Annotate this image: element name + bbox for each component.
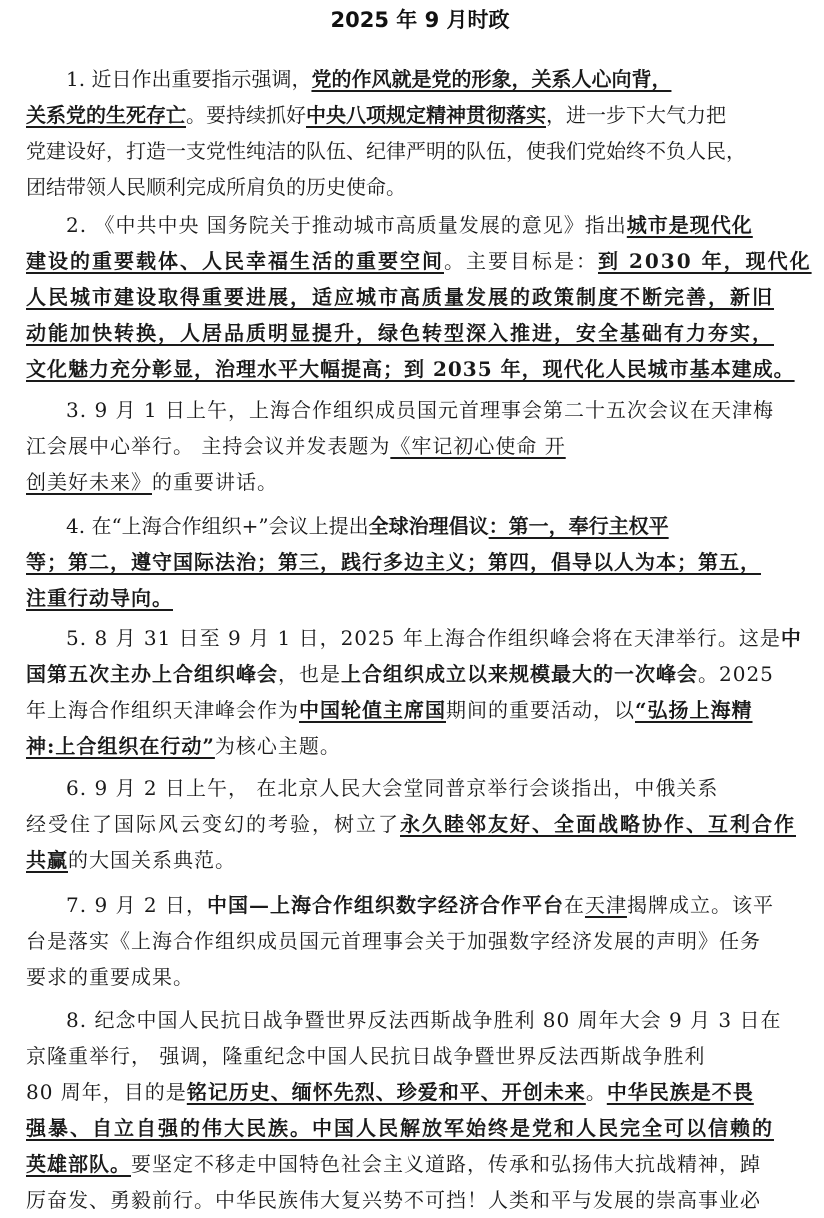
text-line	[26, 620, 816, 656]
emphasized-text: 等；第二，遵守国际法治；第三，践行多边主义；第四，倡导以人为本；第五，	[26, 550, 761, 574]
text-line	[26, 1038, 816, 1074]
paragraph-6	[26, 770, 816, 878]
text-line	[26, 279, 816, 315]
text-run: ，也是	[278, 662, 341, 686]
text-run: 台是落实《上海合作组织成员国元首理事会关于加强数字经济发展的声明》任务	[26, 929, 761, 953]
text-run: 。要持续抓好	[186, 103, 306, 127]
emphasized-text: 中	[780, 626, 802, 650]
text-run: 要坚定不移走中国特色社会主义道路，传承和弘扬伟大抗战精神，踔	[131, 1152, 761, 1176]
text-run: 。	[585, 1080, 607, 1104]
text-run: 8. 纪念中国人民抗日战争暨世界反法西斯战争胜利 80 周年大会 9 月 3 日在	[66, 1008, 782, 1032]
text-line	[26, 544, 816, 580]
emphasized-text: 建设的重要载体、人民幸福生活的重要空间	[26, 249, 444, 273]
text-run: 5. 8 月 31 日至 9 月 1 日，2025 年上海合作组织峰会将在天津举行。这是	[66, 626, 781, 650]
text-line	[26, 97, 816, 133]
paragraph-2	[26, 207, 816, 387]
text-run: 3. 9 月 1 日上午，上海合作组织成员国元首理事会第二十五次会议在天津梅	[66, 398, 774, 422]
text-line	[26, 842, 816, 878]
emphasized-text: 城市是现代化	[626, 213, 753, 237]
text-line	[26, 656, 816, 692]
emphasized-text: 中华民族是不畏	[606, 1080, 754, 1104]
text-run: ，进一步下大气力把	[546, 103, 726, 127]
text-run: 的重要讲话。	[152, 470, 278, 494]
emphasized-text: 注重行动导向。	[26, 586, 173, 610]
emphasized-text: 文化魅力充分彰显，治理水平大幅提高；到 2035 年，现代化人民城市基本建成。	[26, 357, 795, 381]
emphasized-text: 《牢记初心使命 开	[390, 434, 566, 458]
text-run: 经受住了国际风云变幻的考验，树立了	[26, 812, 400, 836]
text-run: 7. 9 月 2 日，	[66, 893, 207, 917]
text-run: 团结带领人民顺利完成所肩负的历史使命。	[26, 175, 406, 199]
emphasized-text: 动能加快转换，人居品质明显提升，绿色转型深入推进，安全基础有力夯实，	[26, 321, 774, 345]
text-line	[26, 1074, 816, 1110]
emphasized-text: 关系党的生死存亡	[26, 103, 186, 127]
text-line	[26, 1110, 816, 1146]
emphasized-text: 国第五次主办上合组织峰会	[26, 662, 278, 686]
emphasized-text: 中央八项规定精神贯彻落实	[306, 103, 546, 127]
text-run: 江会展中心举行。 主持会议并发表题为	[26, 434, 391, 458]
text-line	[26, 728, 816, 764]
text-run: 党建设好，打造一支党性纯洁的队伍、纪律严明的队伍，使我们党始终不负人民，	[26, 139, 746, 163]
paragraph-4	[26, 508, 816, 616]
text-line	[26, 61, 816, 97]
paragraph-7	[26, 887, 816, 995]
text-line	[26, 315, 816, 351]
text-line	[26, 1146, 816, 1182]
text-line	[26, 508, 816, 544]
text-line	[26, 770, 816, 806]
text-run: 京隆重举行， 强调，隆重纪念中国人民抗日战争暨世界反法西斯战争胜利	[26, 1044, 706, 1068]
text-line	[26, 806, 816, 842]
text-line	[26, 351, 816, 387]
paragraph-3	[26, 392, 816, 500]
text-run: 。2025	[698, 662, 774, 686]
text-run: 在	[563, 893, 585, 917]
emphasized-text: 人民城市建设取得重要进展，适应城市高质量发展的政策制度不断完善，新旧	[26, 285, 774, 309]
text-line	[26, 133, 816, 169]
paragraph-1	[26, 61, 816, 205]
text-line	[26, 207, 816, 243]
emphasized-text: 永久睦邻友好、全面战略协作、互利合作	[400, 812, 796, 836]
document-title: 2025 年 9 月时政	[330, 8, 510, 32]
text-run: 揭牌成立。该平	[626, 893, 774, 917]
text-run: 4. 在“上海合作组织+”会议上提出	[66, 514, 369, 538]
text-run: 1. 近日作出重要指示强调，	[66, 67, 312, 91]
emphasized-text: 神:上合组织在行动”	[26, 734, 215, 758]
text-run: 的大国关系典范。	[68, 848, 236, 872]
text-run: 要求的重要成果。	[26, 965, 194, 989]
text-run: 2. 《中共中央 国务院关于推动城市高质量发展的意见》指出	[66, 213, 627, 237]
emphasized-text: 到 2030 年，现代化	[598, 249, 812, 273]
text-run: 80 周年，目的是	[26, 1080, 187, 1104]
text-line	[26, 923, 816, 959]
emphasized-text: “弘扬上海精	[635, 698, 753, 722]
text-line	[26, 580, 816, 616]
paragraph-5	[26, 620, 816, 764]
emphasized-text: 英雄部队。	[26, 1152, 131, 1176]
text-line	[26, 243, 816, 279]
text-line	[26, 169, 816, 205]
emphasized-text: 中国—上海合作组织数字经济合作平台	[206, 893, 564, 917]
emphasized-text: 铭记历史、缅怀先烈、珍爱和平、开创未来	[186, 1080, 586, 1104]
text-line	[26, 959, 816, 995]
text-run: 为核心主题。	[214, 734, 341, 758]
emphasized-text: 全球治理倡议	[368, 514, 489, 538]
text-run: 期间的重要活动，以	[446, 698, 635, 722]
text-run: 6. 9 月 2 日上午， 在北京人民大会堂同普京举行会谈指出，中俄关系	[66, 776, 719, 800]
emphasized-text: 强暴、自立自强的伟大民族。中国人民解放军始终是党和人民完全可以信赖的	[26, 1116, 774, 1140]
text-line	[26, 887, 816, 923]
paragraph-8	[26, 1002, 816, 1218]
emphasized-text: 创美好未来》	[26, 470, 152, 494]
emphasized-text: 天津	[584, 893, 627, 917]
text-line	[26, 464, 816, 500]
text-line	[26, 392, 816, 428]
emphasized-text: ：第一，奉行主权平	[488, 514, 669, 538]
text-line	[26, 1002, 816, 1038]
text-line	[26, 428, 816, 464]
emphasized-text: 中国轮值主席国	[299, 698, 446, 722]
text-run: 厉奋发、勇毅前行。中华民族伟大复兴势不可挡！人类和平与发展的崇高事业必	[26, 1188, 761, 1212]
emphasized-text: 党的作风就是党的形象，关系人心向背，	[311, 67, 672, 91]
text-run: 。主要目标是：	[444, 249, 598, 273]
emphasized-text: 共赢	[26, 848, 68, 872]
emphasized-text: 上合组织成立以来规模最大的一次峰会	[341, 662, 698, 686]
text-run: 年上海合作组织天津峰会作为	[26, 698, 299, 722]
text-line	[26, 692, 816, 728]
